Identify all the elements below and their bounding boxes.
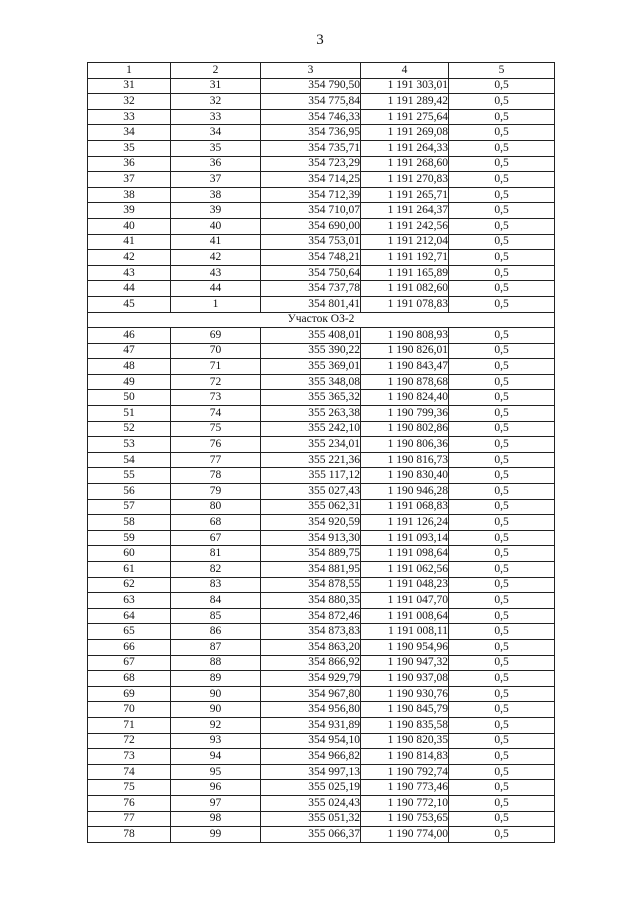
accuracy-cell: 0,5 [449,780,555,796]
point-number-cell: 43 [88,265,171,281]
point-number-cell: 62 [88,577,171,593]
table-row [88,468,555,484]
point-number-cell: 47 [88,343,171,359]
coordinates-table-body [88,63,555,843]
point-number-cell: 72 [88,733,171,749]
x-coordinate-cell: 355 062,31 [261,499,361,515]
point-number-cell: 37 [88,172,171,188]
accuracy-cell: 0,5 [449,733,555,749]
table-row [88,811,555,827]
table-row [88,484,555,500]
x-coordinate-cell: 355 348,08 [261,374,361,390]
point-id-cell: 90 [171,686,261,702]
accuracy-cell: 0,5 [449,811,555,827]
point-number-cell: 59 [88,530,171,546]
table-row [88,390,555,406]
table-row [88,172,555,188]
point-id-cell: 42 [171,250,261,266]
y-coordinate-cell: 1 190 816,73 [361,452,449,468]
x-coordinate-cell: 354 737,78 [261,281,361,297]
point-number-cell: 66 [88,639,171,655]
x-coordinate-cell: 354 956,80 [261,702,361,718]
accuracy-cell: 0,5 [449,686,555,702]
table-header-row [88,63,555,79]
table-row [88,499,555,515]
point-id-cell: 77 [171,452,261,468]
point-id-cell: 44 [171,281,261,297]
x-coordinate-cell: 354 690,00 [261,218,361,234]
table-row [88,515,555,531]
accuracy-cell: 0,5 [449,125,555,141]
accuracy-cell: 0,5 [449,203,555,219]
y-coordinate-cell: 1 191 126,24 [361,515,449,531]
point-id-cell: 88 [171,655,261,671]
point-number-cell: 53 [88,437,171,453]
table-row [88,671,555,687]
x-coordinate-cell: 355 025,19 [261,780,361,796]
accuracy-cell: 0,5 [449,795,555,811]
point-id-cell: 40 [171,218,261,234]
point-number-cell: 32 [88,94,171,110]
point-number-cell: 71 [88,717,171,733]
accuracy-cell: 0,5 [449,234,555,250]
x-coordinate-cell: 354 873,83 [261,624,361,640]
point-number-cell: 42 [88,250,171,266]
table-row [88,733,555,749]
x-coordinate-cell: 355 221,36 [261,452,361,468]
point-id-cell: 87 [171,639,261,655]
accuracy-cell: 0,5 [449,296,555,312]
point-number-cell: 44 [88,281,171,297]
accuracy-cell: 0,5 [449,593,555,609]
point-id-cell: 82 [171,562,261,578]
y-coordinate-cell: 1 191 093,14 [361,530,449,546]
x-coordinate-cell: 355 051,32 [261,811,361,827]
accuracy-cell: 0,5 [449,484,555,500]
y-coordinate-cell: 1 191 242,56 [361,218,449,234]
table-row [88,359,555,375]
accuracy-cell: 0,5 [449,655,555,671]
table-row [88,639,555,655]
point-id-cell: 99 [171,827,261,843]
x-coordinate-cell: 354 790,50 [261,78,361,94]
point-id-cell: 37 [171,172,261,188]
point-number-cell: 41 [88,234,171,250]
y-coordinate-cell: 1 190 802,86 [361,421,449,437]
point-id-cell: 33 [171,109,261,125]
table-row [88,827,555,843]
x-coordinate-cell: 354 878,55 [261,577,361,593]
point-number-cell: 57 [88,499,171,515]
point-id-cell: 36 [171,156,261,172]
point-id-cell: 70 [171,343,261,359]
table-row [88,343,555,359]
y-coordinate-cell: 1 191 048,23 [361,577,449,593]
table-row [88,702,555,718]
accuracy-cell: 0,5 [449,94,555,110]
accuracy-cell: 0,5 [449,218,555,234]
point-number-cell: 69 [88,686,171,702]
y-coordinate-cell: 1 191 098,64 [361,546,449,562]
y-coordinate-cell: 1 190 835,58 [361,717,449,733]
accuracy-cell: 0,5 [449,250,555,266]
y-coordinate-cell: 1 190 773,46 [361,780,449,796]
accuracy-cell: 0,5 [449,577,555,593]
table-row [88,717,555,733]
point-id-cell: 92 [171,717,261,733]
table-row [88,546,555,562]
accuracy-cell: 0,5 [449,608,555,624]
column-header: 4 [361,63,449,79]
accuracy-cell: 0,5 [449,452,555,468]
point-number-cell: 48 [88,359,171,375]
point-id-cell: 98 [171,811,261,827]
x-coordinate-cell: 354 750,64 [261,265,361,281]
table-row [88,562,555,578]
point-id-cell: 94 [171,749,261,765]
point-id-cell: 41 [171,234,261,250]
x-coordinate-cell: 355 242,10 [261,421,361,437]
x-coordinate-cell: 354 929,79 [261,671,361,687]
point-number-cell: 55 [88,468,171,484]
point-id-cell: 71 [171,359,261,375]
accuracy-cell: 0,5 [449,421,555,437]
x-coordinate-cell: 355 024,43 [261,795,361,811]
point-id-cell: 84 [171,593,261,609]
point-number-cell: 36 [88,156,171,172]
table-row [88,296,555,312]
accuracy-cell: 0,5 [449,374,555,390]
x-coordinate-cell: 354 920,59 [261,515,361,531]
y-coordinate-cell: 1 190 820,35 [361,733,449,749]
table-row [88,109,555,125]
point-number-cell: 40 [88,218,171,234]
table-row [88,203,555,219]
x-coordinate-cell: 354 913,30 [261,530,361,546]
accuracy-cell: 0,5 [449,515,555,531]
point-id-cell: 96 [171,780,261,796]
y-coordinate-cell: 1 191 068,83 [361,499,449,515]
accuracy-cell: 0,5 [449,546,555,562]
column-header: 2 [171,63,261,79]
y-coordinate-cell: 1 191 275,64 [361,109,449,125]
coordinates-table [87,62,555,843]
point-number-cell: 60 [88,546,171,562]
y-coordinate-cell: 1 190 930,76 [361,686,449,702]
y-coordinate-cell: 1 191 165,89 [361,265,449,281]
x-coordinate-cell: 354 746,33 [261,109,361,125]
accuracy-cell: 0,5 [449,827,555,843]
x-coordinate-cell: 355 234,01 [261,437,361,453]
accuracy-cell: 0,5 [449,343,555,359]
y-coordinate-cell: 1 190 808,93 [361,328,449,344]
y-coordinate-cell: 1 191 078,83 [361,296,449,312]
point-number-cell: 50 [88,390,171,406]
table-row [88,624,555,640]
x-coordinate-cell: 354 775,84 [261,94,361,110]
table-row [88,437,555,453]
accuracy-cell: 0,5 [449,702,555,718]
y-coordinate-cell: 1 190 843,47 [361,359,449,375]
x-coordinate-cell: 354 966,82 [261,749,361,765]
point-id-cell: 89 [171,671,261,687]
accuracy-cell: 0,5 [449,764,555,780]
table-row [88,187,555,203]
point-number-cell: 61 [88,562,171,578]
x-coordinate-cell: 355 390,22 [261,343,361,359]
point-number-cell: 70 [88,702,171,718]
point-number-cell: 73 [88,749,171,765]
point-id-cell: 83 [171,577,261,593]
x-coordinate-cell: 355 369,01 [261,359,361,375]
y-coordinate-cell: 1 191 192,71 [361,250,449,266]
y-coordinate-cell: 1 190 954,96 [361,639,449,655]
x-coordinate-cell: 354 872,46 [261,608,361,624]
x-coordinate-cell: 354 880,35 [261,593,361,609]
point-number-cell: 31 [88,78,171,94]
point-id-cell: 39 [171,203,261,219]
table-row [88,608,555,624]
y-coordinate-cell: 1 190 806,36 [361,437,449,453]
y-coordinate-cell: 1 191 008,64 [361,608,449,624]
point-id-cell: 67 [171,530,261,546]
point-number-cell: 51 [88,406,171,422]
point-id-cell: 32 [171,94,261,110]
accuracy-cell: 0,5 [449,359,555,375]
y-coordinate-cell: 1 191 289,42 [361,94,449,110]
accuracy-cell: 0,5 [449,468,555,484]
y-coordinate-cell: 1 190 792,74 [361,764,449,780]
point-id-cell: 78 [171,468,261,484]
y-coordinate-cell: 1 190 947,32 [361,655,449,671]
point-number-cell: 58 [88,515,171,531]
y-coordinate-cell: 1 190 772,10 [361,795,449,811]
x-coordinate-cell: 354 866,92 [261,655,361,671]
point-number-cell: 68 [88,671,171,687]
y-coordinate-cell: 1 191 265,71 [361,187,449,203]
y-coordinate-cell: 1 190 830,40 [361,468,449,484]
x-coordinate-cell: 354 714,25 [261,172,361,188]
point-number-cell: 34 [88,125,171,141]
y-coordinate-cell: 1 191 008,11 [361,624,449,640]
table-row [88,655,555,671]
y-coordinate-cell: 1 191 047,70 [361,593,449,609]
point-number-cell: 52 [88,421,171,437]
x-coordinate-cell: 354 736,95 [261,125,361,141]
table-row [88,328,555,344]
y-coordinate-cell: 1 190 774,00 [361,827,449,843]
x-coordinate-cell: 354 967,80 [261,686,361,702]
point-id-cell: 90 [171,702,261,718]
point-number-cell: 65 [88,624,171,640]
point-id-cell: 79 [171,484,261,500]
point-id-cell: 1 [171,296,261,312]
point-id-cell: 80 [171,499,261,515]
table-row [88,593,555,609]
x-coordinate-cell: 354 712,39 [261,187,361,203]
x-coordinate-cell: 354 748,21 [261,250,361,266]
x-coordinate-cell: 354 881,95 [261,562,361,578]
accuracy-cell: 0,5 [449,499,555,515]
table-row [88,125,555,141]
y-coordinate-cell: 1 191 264,33 [361,140,449,156]
point-number-cell: 64 [88,608,171,624]
table-row [88,218,555,234]
section-title: Участок ОЗ-2 [88,312,555,328]
y-coordinate-cell: 1 191 268,60 [361,156,449,172]
table-row [88,406,555,422]
point-number-cell: 78 [88,827,171,843]
x-coordinate-cell: 355 027,43 [261,484,361,500]
x-coordinate-cell: 355 263,38 [261,406,361,422]
table-row [88,686,555,702]
point-id-cell: 81 [171,546,261,562]
x-coordinate-cell: 354 753,01 [261,234,361,250]
x-coordinate-cell: 354 931,89 [261,717,361,733]
point-id-cell: 38 [171,187,261,203]
x-coordinate-cell: 354 801,41 [261,296,361,312]
column-header: 5 [449,63,555,79]
point-number-cell: 45 [88,296,171,312]
point-number-cell: 77 [88,811,171,827]
x-coordinate-cell: 354 889,75 [261,546,361,562]
y-coordinate-cell: 1 190 826,01 [361,343,449,359]
x-coordinate-cell: 354 997,13 [261,764,361,780]
table-row [88,374,555,390]
y-coordinate-cell: 1 190 946,28 [361,484,449,500]
x-coordinate-cell: 354 723,29 [261,156,361,172]
point-number-cell: 39 [88,203,171,219]
table-row [88,281,555,297]
point-number-cell: 76 [88,795,171,811]
point-number-cell: 49 [88,374,171,390]
y-coordinate-cell: 1 191 062,56 [361,562,449,578]
point-id-cell: 95 [171,764,261,780]
table-row [88,764,555,780]
accuracy-cell: 0,5 [449,187,555,203]
table-row [88,421,555,437]
point-number-cell: 38 [88,187,171,203]
x-coordinate-cell: 354 954,10 [261,733,361,749]
table-row [88,265,555,281]
x-coordinate-cell: 354 863,20 [261,639,361,655]
point-id-cell: 76 [171,437,261,453]
accuracy-cell: 0,5 [449,265,555,281]
point-id-cell: 31 [171,78,261,94]
x-coordinate-cell: 354 735,71 [261,140,361,156]
point-id-cell: 69 [171,328,261,344]
accuracy-cell: 0,5 [449,140,555,156]
table-row [88,577,555,593]
accuracy-cell: 0,5 [449,78,555,94]
point-number-cell: 33 [88,109,171,125]
y-coordinate-cell: 1 190 878,68 [361,374,449,390]
point-id-cell: 97 [171,795,261,811]
point-id-cell: 43 [171,265,261,281]
y-coordinate-cell: 1 190 845,79 [361,702,449,718]
x-coordinate-cell: 354 710,07 [261,203,361,219]
point-id-cell: 86 [171,624,261,640]
table-row [88,452,555,468]
table-row [88,94,555,110]
accuracy-cell: 0,5 [449,437,555,453]
table-row [88,250,555,266]
point-id-cell: 75 [171,421,261,437]
table-row [88,795,555,811]
y-coordinate-cell: 1 191 269,08 [361,125,449,141]
y-coordinate-cell: 1 191 270,83 [361,172,449,188]
point-id-cell: 68 [171,515,261,531]
point-number-cell: 35 [88,140,171,156]
point-id-cell: 35 [171,140,261,156]
accuracy-cell: 0,5 [449,671,555,687]
y-coordinate-cell: 1 190 814,83 [361,749,449,765]
point-id-cell: 73 [171,390,261,406]
point-number-cell: 56 [88,484,171,500]
accuracy-cell: 0,5 [449,639,555,655]
y-coordinate-cell: 1 191 082,60 [361,281,449,297]
table-row [88,234,555,250]
table-row [88,530,555,546]
y-coordinate-cell: 1 191 264,37 [361,203,449,219]
point-id-cell: 34 [171,125,261,141]
column-header: 3 [261,63,361,79]
accuracy-cell: 0,5 [449,109,555,125]
point-number-cell: 75 [88,780,171,796]
y-coordinate-cell: 1 190 799,36 [361,406,449,422]
accuracy-cell: 0,5 [449,717,555,733]
accuracy-cell: 0,5 [449,406,555,422]
table-row [88,78,555,94]
page-number: 3 [316,32,324,48]
point-id-cell: 93 [171,733,261,749]
accuracy-cell: 0,5 [449,390,555,406]
accuracy-cell: 0,5 [449,281,555,297]
point-id-cell: 85 [171,608,261,624]
y-coordinate-cell: 1 191 212,04 [361,234,449,250]
accuracy-cell: 0,5 [449,156,555,172]
table-row [88,156,555,172]
accuracy-cell: 0,5 [449,749,555,765]
accuracy-cell: 0,5 [449,562,555,578]
y-coordinate-cell: 1 190 824,40 [361,390,449,406]
x-coordinate-cell: 355 117,12 [261,468,361,484]
x-coordinate-cell: 355 408,01 [261,328,361,344]
accuracy-cell: 0,5 [449,328,555,344]
table-row [88,780,555,796]
point-id-cell: 74 [171,406,261,422]
x-coordinate-cell: 355 066,37 [261,827,361,843]
y-coordinate-cell: 1 191 303,01 [361,78,449,94]
y-coordinate-cell: 1 190 937,08 [361,671,449,687]
point-id-cell: 72 [171,374,261,390]
y-coordinate-cell: 1 190 753,65 [361,811,449,827]
accuracy-cell: 0,5 [449,624,555,640]
accuracy-cell: 0,5 [449,172,555,188]
table-row [88,140,555,156]
point-number-cell: 74 [88,764,171,780]
x-coordinate-cell: 355 365,32 [261,390,361,406]
section-title-row [88,312,555,328]
point-number-cell: 63 [88,593,171,609]
point-number-cell: 46 [88,328,171,344]
point-number-cell: 54 [88,452,171,468]
table-row [88,749,555,765]
accuracy-cell: 0,5 [449,530,555,546]
column-header: 1 [88,63,171,79]
point-number-cell: 67 [88,655,171,671]
